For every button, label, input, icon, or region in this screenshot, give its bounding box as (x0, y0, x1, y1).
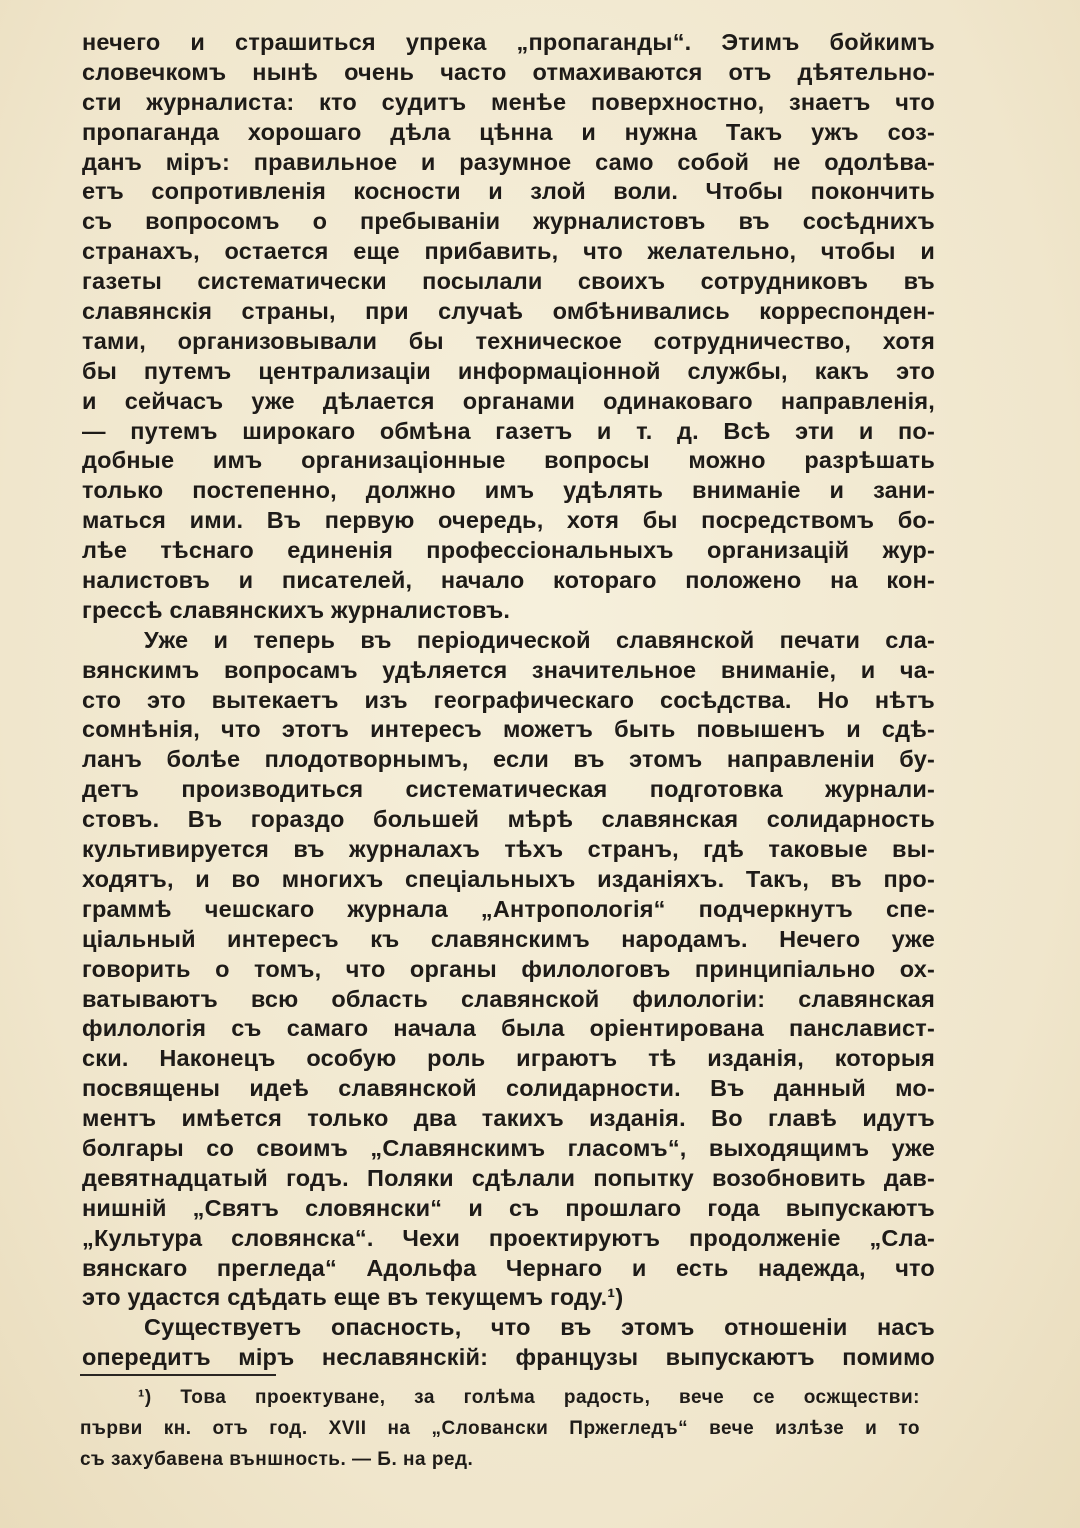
text-line: ски. Наконецъ особую роль играютъ тѣ изданія, которыя (82, 1045, 935, 1072)
text-line: сти журналиста: кто судитъ менѣе поверхностно, знаетъ что (82, 88, 935, 115)
text-line: сомнѣнія, что этотъ интересъ можетъ быть повышенъ и сдѣ- (82, 716, 935, 743)
text-line: — путемъ широкаго обмѣна газетъ и т. д. Всѣ эти и по- (82, 417, 935, 444)
footnote-line: първи кн. отъ год. XVII на „Словански Пржегледъ“ вече излѣзе и то (80, 1418, 920, 1439)
footnote (80, 1382, 920, 1475)
text-line: ланъ болѣе плодотворнымъ, если въ этомъ направленіи бу- (82, 746, 935, 773)
text-line: словечкомъ нынѣ очень часто отмахиваются отъ дѣятельно- (82, 58, 935, 85)
text-line: опередитъ міръ неславянскій: французы выпускаютъ помимо (82, 1344, 935, 1371)
text-line: добные имъ организаціонные вопросы можно разрѣшать (82, 447, 935, 474)
text-line: говорить о томъ, что органы филологовъ принципіально ох- (82, 955, 935, 982)
footnote-line: съ захубавена външность. — Б. на ред. (80, 1449, 474, 1470)
text-line: детъ производиться систематическая подготовка журнали- (82, 776, 935, 803)
text-line: етъ сопротивленія косности и злой воли. Чтобы покончить (82, 178, 935, 205)
text-line: это удастся сдѣдать еще въ текущемъ году.¹) (82, 1284, 624, 1311)
text-line: данъ міръ: правильное и разумное само собой не одолѣва- (82, 148, 935, 175)
text-line: славянскія страны, при случаѣ омбѣнивались корреспонден- (82, 298, 935, 325)
text-line: ватываютъ всю область славянской филологіи: славянская (82, 985, 935, 1012)
footnote-line: ¹) Това проектуване, за голѣма радость, вече се осжществи: (138, 1387, 920, 1408)
text-line: нечего и страшиться упрека „пропаганды“. Этимъ бойкимъ (82, 29, 935, 55)
text-line: газеты систематически посылали своихъ сотрудниковъ въ (82, 268, 935, 295)
footnote-divider (80, 1374, 276, 1376)
text-line: бы путемъ централизаціи информаціонной службы, какъ это (82, 357, 935, 384)
text-line: сто это вытекаетъ изъ географическаго сосѣдства. Но нѣтъ (82, 686, 935, 713)
body-text (82, 28, 935, 1373)
text-line: и сейчасъ уже дѣлается органами одинаковаго направленія, (82, 387, 935, 414)
text-line: налистовъ и писателей, начало котораго положено на кон- (82, 567, 935, 594)
text-line: стовъ. Въ гораздо большей мѣрѣ славянская солидарность (82, 806, 935, 833)
text-line: Уже и теперь въ періодической славянской печати сла- (144, 626, 935, 653)
text-line: вянскаго прегледа“ Адольфа Чернаго и есть надежда, что (82, 1254, 935, 1281)
text-line: грессѣ славянскихъ журналистовъ. (82, 596, 511, 623)
text-line: филологія съ самаго начала была оріентирована панславист- (82, 1015, 935, 1042)
text-line: нишній „Святъ словянски“ и съ прошлаго года выпускаютъ (82, 1194, 935, 1221)
text-line: болгары со своимъ „Славянскимъ гласомъ“, выходящимъ уже (82, 1134, 935, 1161)
text-line: девятнадцатый годъ. Поляки сдѣлали попытку возобновить дав- (82, 1164, 935, 1191)
text-line: ціальный интересъ къ славянскимъ народамъ. Нечего уже (82, 925, 935, 952)
text-line: Существуетъ опасность, что въ этомъ отношеніи насъ (144, 1314, 935, 1341)
text-line: лѣе тѣснаго единенія профессіональныхъ организацій жур- (82, 537, 935, 564)
text-line: „Культура словянска“. Чехи проектируютъ продолженіе „Сла- (82, 1224, 935, 1251)
text-line: вянскимъ вопросамъ удѣляется значительное вниманіе, и ча- (82, 656, 935, 683)
text-line: культивируется въ журналахъ тѣхъ странъ, гдѣ таковые вы- (82, 836, 935, 863)
text-line: ходятъ, и во многихъ спеціальныхъ изданіяхъ. Такъ, въ про- (82, 865, 935, 892)
text-line: граммѣ чешскаго журнала „Антропологія“ подчеркнутъ спе- (82, 895, 935, 922)
text-line: посвящены идеѣ славянской солидарности. Въ данный мо- (82, 1075, 935, 1102)
text-line: съ вопросомъ о пребываніи журналистовъ въ сосѣднихъ (82, 208, 935, 235)
text-line: тами, организовывали бы техническое сотрудничество, хотя (82, 327, 935, 354)
text-line: маться ими. Въ первую очередь, хотя бы посредствомъ бо- (82, 507, 935, 534)
text-line: странахъ, остается еще прибавить, что желательно, чтобы и (82, 238, 935, 265)
text-line: ментъ имѣется только два такихъ изданія. Во главѣ идутъ (82, 1105, 935, 1132)
text-line: только постепенно, должно имъ удѣлять вниманіе и зани- (82, 477, 935, 504)
text-line: пропаганда хорошаго дѣла цѣнна и нужна Такъ ужъ соз- (82, 118, 935, 145)
